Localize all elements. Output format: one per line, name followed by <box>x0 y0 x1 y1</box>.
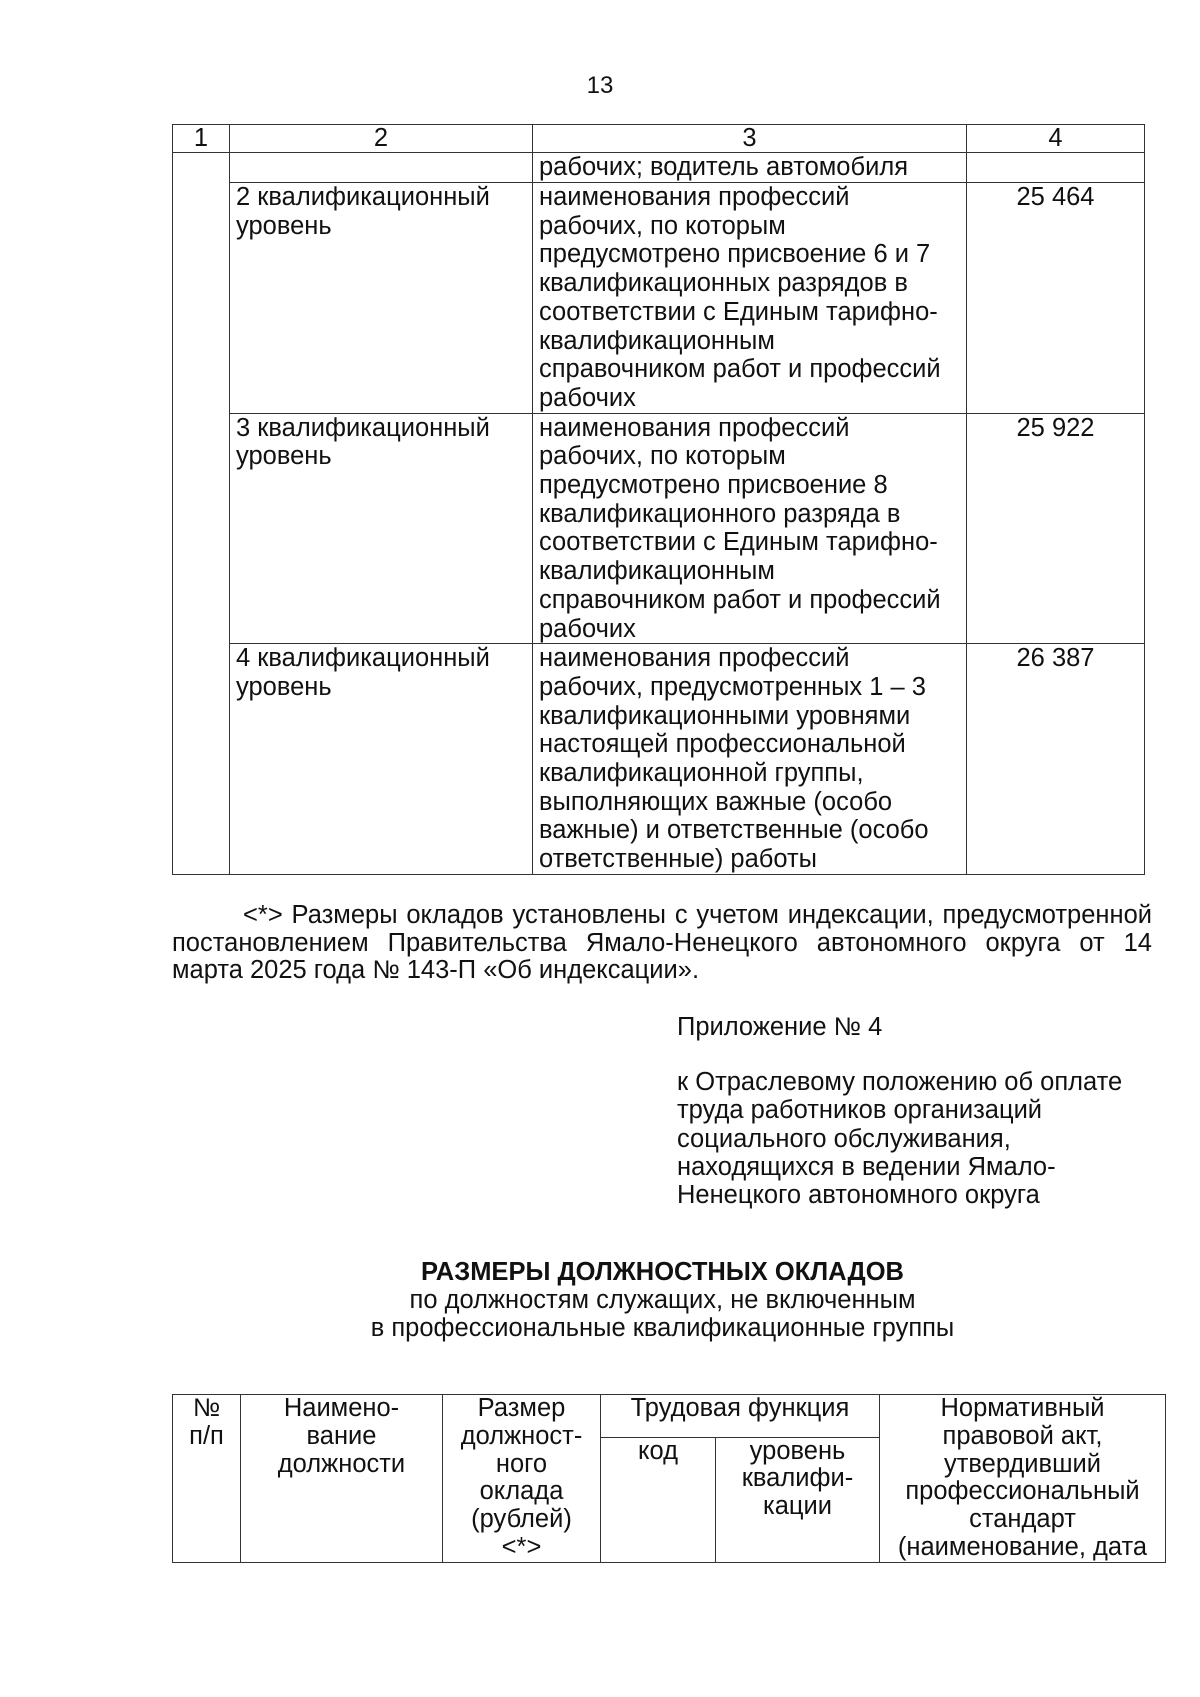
column-number-2: 2 <box>230 125 533 153</box>
profession-description-cell: наименования профессий рабочих, по которым предусмотрено присвоение 6 и 7 квалификационных разрядов в соответствии с Единым тарифно- квалификационным справочником работ и профессий рабочих <box>533 183 967 414</box>
qualification-level-cell: 3 квалификационный уровень <box>230 413 533 644</box>
appendix-block <box>677 1013 1147 1209</box>
header-position-name: Наимено- вание должности <box>241 1395 443 1563</box>
table-header-row <box>173 125 1145 153</box>
section-heading <box>0 1258 1200 1343</box>
appendix-line: к Отраслевому положению об оплате <box>677 1068 1123 1097</box>
salary-cell: 26 387 <box>967 644 1145 875</box>
appendix-line: социального обслуживания, <box>677 1124 1011 1153</box>
column-number-4: 4 <box>967 125 1145 153</box>
appendix-line: находящихся в ведении Ямало- <box>677 1152 1056 1181</box>
position-salary-table <box>172 1394 1166 1563</box>
continuation-cell: рабочих; водитель автомобиля <box>533 153 967 183</box>
heading-subtitle: по должностям служащих, не включенным <box>409 1286 916 1315</box>
header-regulatory-act: Нормативный правовой акт, утвердивший профессиональный стандарт (наименование, дата <box>880 1395 1166 1563</box>
table-row <box>173 644 1145 875</box>
header-number: № п/п <box>173 1395 241 1563</box>
profession-description-cell: наименования профессий рабочих, по которым предусмотрено присвоение 8 квалификационного разряда в соответствии с Единым тарифно- квалификационным справочником работ и профессий рабочих <box>533 413 967 644</box>
column-number-1: 1 <box>173 125 230 153</box>
page-number: 13 <box>586 72 614 99</box>
footnote: <*> Размеры окладов установлены с учетом индексации, предусмотренной постановлением Правительства Ямало-Ненецкого автономного округа от 14 марта 2025 года № 143-П «Об индексации». <box>172 901 1152 984</box>
header-salary-size: Размер должност- ного оклада (рублей) <*> <box>443 1395 601 1563</box>
appendix-line: труда работников организаций <box>677 1096 1043 1125</box>
qualification-salary-table <box>172 124 1145 875</box>
header-labor-function: Трудовая функция <box>601 1395 880 1438</box>
salary-cell: 25 922 <box>967 413 1145 644</box>
appendix-line: Ненецкого автономного округа <box>677 1181 1040 1210</box>
heading-title: РАЗМЕРЫ ДОЛЖНОСТНЫХ ОКЛАДОВ <box>421 1258 904 1286</box>
table-row-continuation <box>173 153 1145 183</box>
header-code: код <box>601 1437 716 1562</box>
qualification-level-cell: 2 квалификационный уровень <box>230 183 533 414</box>
table-row <box>173 183 1145 414</box>
header-qualification-level: уровень квалифи- кации <box>716 1437 880 1562</box>
merged-group-cell <box>173 153 230 875</box>
table-row <box>173 413 1145 644</box>
salary-cell: 25 464 <box>967 183 1145 414</box>
appendix-title: Приложение № 4 <box>677 1013 883 1041</box>
qualification-level-cell: 4 квалификационный уровень <box>230 644 533 875</box>
heading-subtitle: в профессиональные квалификационные группы <box>370 1314 955 1343</box>
profession-description-cell: наименования профессий рабочих, предусмотренных 1 – 3 квалификационными уровнями настоящей профессиональной квалификационной группы, выполняющих важные (особо важные) и ответственные (особо ответственные) работы <box>533 644 967 875</box>
column-number-3: 3 <box>533 125 967 153</box>
table-header-row <box>173 1395 1166 1438</box>
